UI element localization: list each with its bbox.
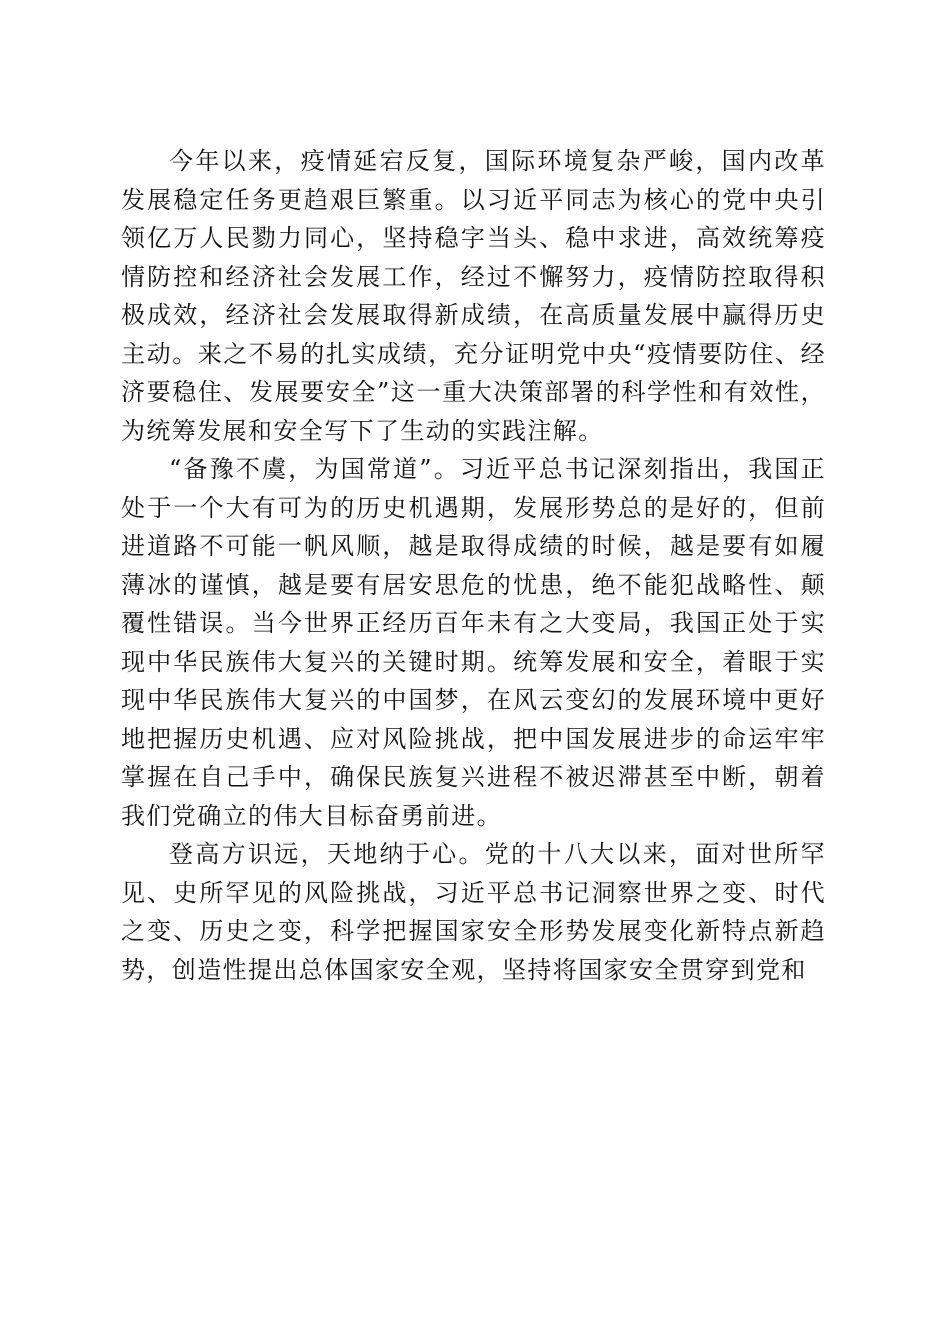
- document-body: [121, 142, 826, 989]
- paragraph-3: 登高方识远，天地纳于心。党的十八大以来，面对世所罕见、史所罕见的风险挑战，习近平总书记洞察世界之变、时代之变、历史之变，科学把握国家安全形势发展变化新特点新趋势，创造性提出总体国家安全观，坚持将国家安全贯穿到党和: [121, 840, 826, 984]
- paragraph-2: “备豫不虞，为国常道”。习近平总书记深刻指出，我国正处于一个大有可为的历史机遇期，发展形势总的是好的，但前进道路不可能一帆风顺，越是取得成绩的时候，越是要有如履薄冰的谨慎，越是要有居安思危的忧患，绝不能犯战略性、颠覆性错误。当今世界正经历百年未有之大变局，我国正处于实现中华民族伟大复兴的关键时期。统筹发展和安全，着眼于实现中华民族伟大复兴的中国梦，在风云变幻的发展环境中更好地把握历史机遇、应对风险挑战，把中国发展进步的命运牢牢掌握在自己手中，确保民族复兴进程不被迟滞甚至中断，朝着我们党确立的伟大目标奋勇前进。: [121, 455, 826, 830]
- paragraph-1: 今年以来，疫情延宕反复，国际环境复杂严峻，国内改革发展稳定任务更趋艰巨繁重。以习近平同志为核心的党中央引领亿万人民勠力同心，坚持稳字当头、稳中求进，高效统筹疫情防控和经济社会发展工作，经过不懈努力，疫情防控取得积极成效，经济社会发展取得新成绩，在高质量发展中赢得历史主动。来之不易的扎实成绩，充分证明党中央“疫情要防住、经济要稳住、发展要安全”这一重大决策部署的科学性和有效性，为统筹发展和安全写下了生动的实践注解。: [121, 147, 826, 445]
